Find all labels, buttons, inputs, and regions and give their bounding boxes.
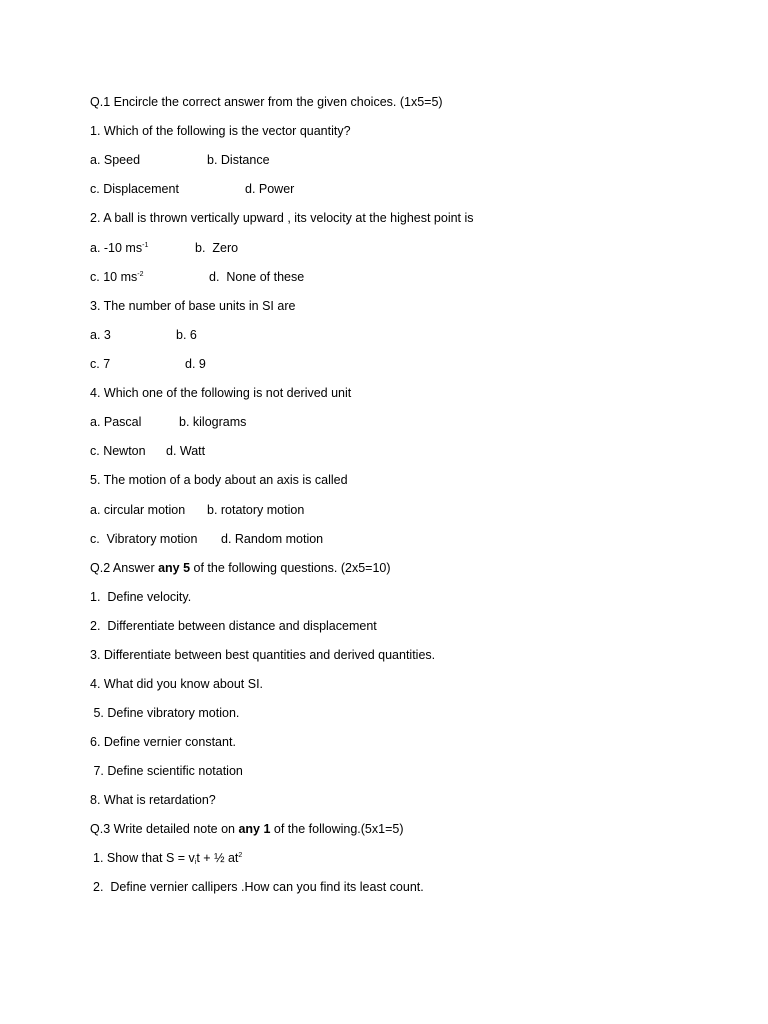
q1-2-option-a-exponent: -1 [142, 242, 149, 249]
q2-item-5: 5. Define vibratory motion. [90, 706, 240, 720]
q1-1-option-c: c. Displacement [90, 182, 179, 196]
q1-1-option-b: b. Distance [207, 153, 270, 167]
q1-3-option-c: c. 7 [90, 357, 111, 371]
q3-item-1-subscript: i [194, 859, 197, 866]
q1-5-option-d: d. Random motion [221, 532, 324, 546]
q1-1-option-d: d. Power [245, 182, 295, 196]
q1-4-option-d: d. Watt [166, 444, 206, 458]
q1-2-option-c-exponent: -2 [137, 271, 144, 278]
q1-4-option-c: c. Newton [90, 444, 146, 458]
q1-2-option-b: b. Zero [195, 241, 239, 255]
q1-2-option-d: d. None of these [209, 270, 305, 284]
q1-1-option-a: a. Speed [90, 153, 141, 167]
q1-3-stem: 3. The number of base units in SI are [90, 299, 296, 313]
q2-item-8: 8. What is retardation? [90, 793, 216, 807]
q1-4-option-b: b. kilograms [179, 415, 247, 429]
q1-3-option-a: a. 3 [90, 328, 111, 342]
q1-2-stem: 2. A ball is thrown vertically upward , its velocity at the highest point is [90, 211, 474, 225]
q1-3-option-b: b. 6 [176, 328, 197, 342]
q3-item-1-superscript: 2 [238, 852, 243, 859]
q1-heading: Q.1 Encircle the correct answer from the given choices. (1x5=5) [90, 95, 443, 109]
q2-item-7: 7. Define scientific notation [90, 764, 243, 778]
q2-item-1: 1. Define velocity. [90, 590, 192, 604]
q1-5-stem: 5. The motion of a body about an axis is called [90, 473, 348, 487]
q1-5-option-b: b. rotatory motion [207, 503, 305, 517]
q1-3-option-d: d. 9 [185, 357, 206, 371]
q2-item-3: 3. Differentiate between best quantities and derived quantities. [90, 648, 436, 662]
q1-2-option-c: c. 10 $ms^{-2}$ [90, 270, 144, 284]
q3-item-1: 1. Show that $S = v_it$ + ½ $at^2$ [93, 851, 243, 866]
q1-5-option-a: a. circular motion [90, 503, 186, 517]
q1-4-option-a: a. Pascal [90, 415, 142, 429]
q1-5-option-c: c. Vibratory motion [90, 532, 198, 546]
q1-1-stem: 1. Which of the following is the vector quantity? [90, 124, 351, 138]
q2-heading: Q.2 Answer any 5 of the following questions. (2x5=10) [90, 561, 391, 575]
q3-item-2: 2. Define vernier callipers .How can you find its least count. [93, 880, 424, 894]
q2-item-4: 4. What did you know about SI. [90, 677, 264, 691]
q1-4-stem: 4. Which one of the following is not derived unit [90, 386, 352, 400]
q3-heading: Q.3 Write detailed note on any 1 of the following.(5x1=5) [90, 822, 404, 836]
q1-2-option-a: a. -10 $ms^{-1}$ [90, 241, 149, 255]
q2-item-6: 6. Define vernier constant. [90, 735, 236, 749]
q2-item-2: 2. Differentiate between distance and displacement [90, 619, 377, 633]
